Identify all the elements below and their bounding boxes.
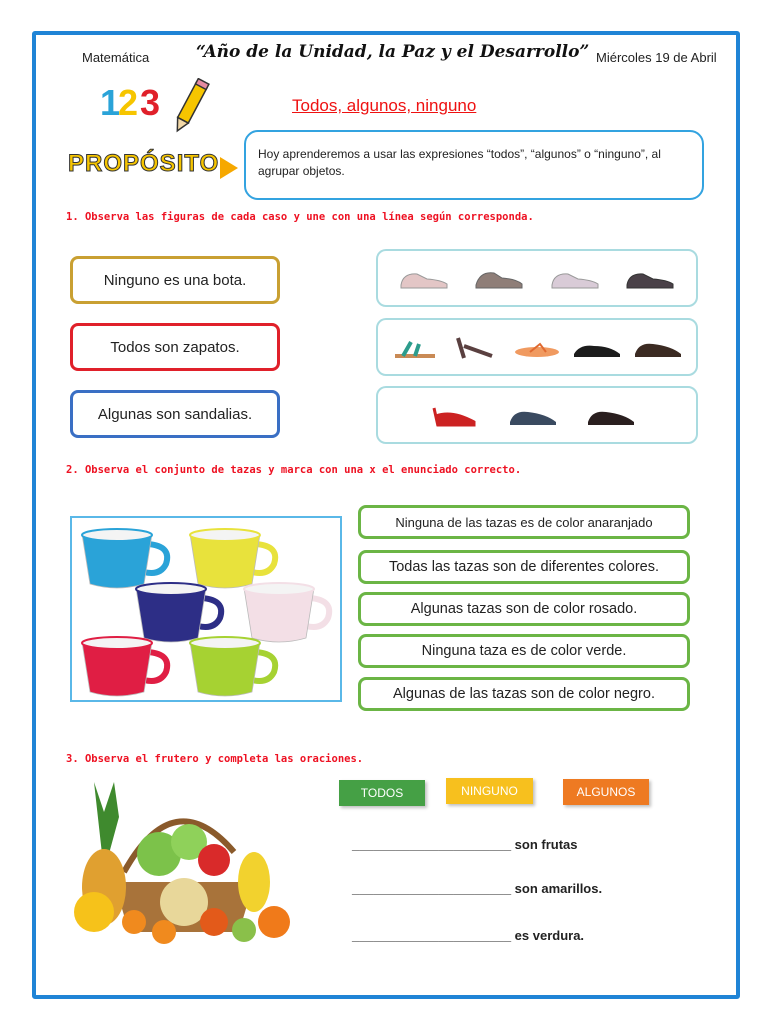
tag-ninguno[interactable] — [446, 778, 533, 804]
purpose-box — [244, 130, 704, 200]
exercise-1-instruction: 1. Observa las figuras de cada caso y une con una línea según corresponda. — [66, 211, 534, 223]
shoe-group-mixed[interactable] — [376, 318, 698, 376]
cup-icon — [190, 529, 275, 588]
cup-statement-2[interactable] — [358, 550, 690, 584]
statement-text: Ninguno es una bota. — [103, 271, 247, 289]
logo-digit-2: 2 — [118, 82, 139, 123]
sneaker-icon — [472, 265, 526, 291]
flip-flop-icon — [510, 334, 564, 360]
heel-shoe-icon — [428, 402, 482, 428]
subject-label: Matemática — [82, 50, 150, 65]
logo-digit-1: 1 — [100, 82, 121, 123]
oxford-shoe-icon — [506, 402, 560, 428]
numbers-logo — [100, 78, 212, 138]
pencil-icon — [170, 78, 210, 136]
fill-sentence-1[interactable]: ______________________ son frutas — [352, 837, 578, 852]
statement-box-3[interactable] — [70, 390, 280, 438]
statement-text: Algunas de las tazas son de color negro. — [393, 686, 655, 702]
cups-image — [70, 516, 342, 702]
fill-sentence-2[interactable]: ______________________ son amarillos. — [352, 881, 603, 896]
purpose-label: PROPÓSITO — [68, 150, 220, 177]
shoe-group-sneakers[interactable] — [376, 249, 698, 307]
fruit-basket-image — [64, 782, 296, 946]
tag-text: NINGUNO — [461, 784, 518, 798]
cup-icon — [82, 637, 167, 696]
statement-text: Ninguna de las tazas es de color anaranjado — [395, 514, 653, 530]
flat-shoe-icon — [570, 334, 624, 360]
tag-algunos[interactable] — [563, 779, 649, 805]
cup-statement-3[interactable] — [358, 592, 690, 626]
statement-text: Algunas tazas son de color rosado. — [410, 601, 638, 617]
cups-illustration — [72, 518, 340, 700]
statement-text: Ninguna taza es de color verde. — [421, 643, 627, 659]
motto: “Año de la Unidad, la Paz y el Desarrollo” — [196, 42, 590, 62]
dress-shoe-icon — [584, 402, 638, 428]
statement-box-1[interactable] — [70, 256, 280, 304]
exercise-2-instruction: 2. Observa el conjunto de tazas y marca con una x el enunciado correcto. — [66, 464, 522, 476]
tag-todos[interactable] — [339, 780, 425, 806]
date-label: Miércoles 19 de Abril — [596, 50, 717, 65]
cup-statement-4[interactable] — [358, 634, 690, 668]
sneaker-icon — [548, 265, 602, 291]
cup-icon — [136, 583, 221, 642]
sandal-icon — [389, 334, 443, 360]
statement-text: Todos son zapatos. — [110, 338, 240, 356]
cup-icon — [190, 637, 275, 696]
tag-text: TODOS — [360, 786, 404, 800]
arrow-right-icon — [220, 157, 238, 179]
statement-text: Algunas son sandalias. — [97, 405, 253, 423]
statement-text: Todas las tazas son de diferentes colores. — [388, 559, 659, 575]
statement-box-2[interactable] — [70, 323, 280, 371]
exercise-3-instruction: 3. Observa el frutero y completa las oraciones. — [66, 753, 364, 765]
heel-sandal-icon — [450, 334, 504, 360]
logo-digit-3: 3 — [140, 82, 161, 123]
purpose-text: Hoy aprenderemos a usar las expresiones “todos”, “algunos” o “ninguno”, al agrupar objetos. — [258, 147, 661, 178]
tag-text: ALGUNOS — [576, 785, 636, 799]
shoe-group-formal[interactable] — [376, 386, 698, 444]
cup-icon — [82, 529, 167, 588]
cup-statement-1[interactable] — [358, 505, 690, 539]
sneaker-icon — [397, 265, 451, 291]
page-title: Todos, algunos, ninguno — [292, 96, 477, 115]
fill-sentence-3[interactable]: ______________________ es verdura. — [352, 928, 585, 943]
cup-icon — [244, 583, 329, 642]
mary-jane-icon — [631, 334, 685, 360]
sneaker-icon — [623, 265, 677, 291]
cup-statement-5[interactable] — [358, 677, 690, 711]
